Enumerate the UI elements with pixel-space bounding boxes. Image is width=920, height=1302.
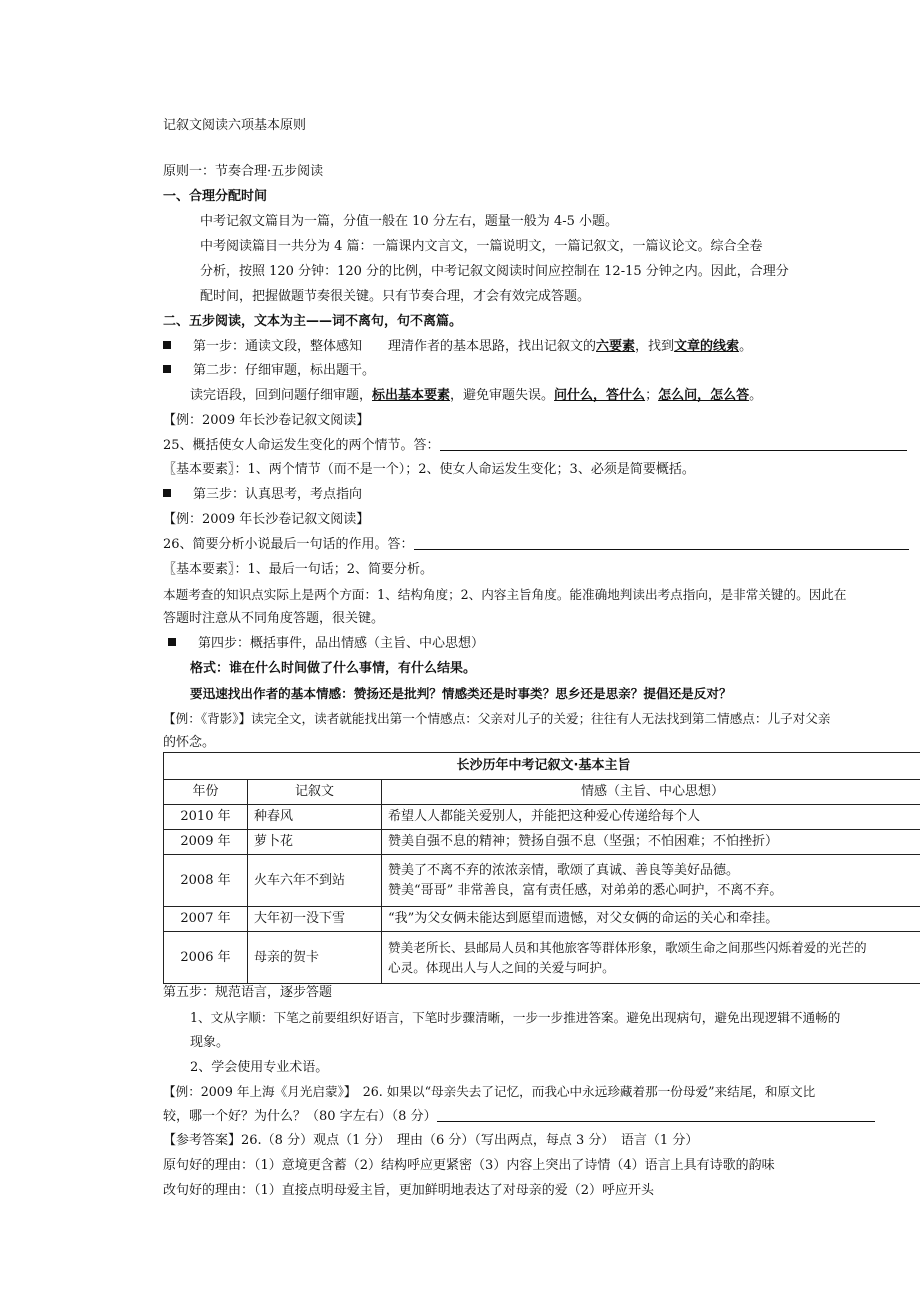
- table-caption: 长沙历年中考记叙文·基本主旨: [164, 753, 920, 780]
- para-score: 中考记叙文篇目为一篇，分值一般在 10 分左右，题量一般为 4-5 小题。: [200, 214, 619, 229]
- beiying-example-2: 的怀念。: [163, 735, 216, 750]
- explanation-1: 本题考查的知识点实际上是两个方面：1、结构角度；2、内容主旨角度。能准确地判读出考点指向，是非常关键的。因此在: [163, 587, 847, 602]
- step-five-item-2: 2、学会使用专业术语。: [190, 1060, 329, 1075]
- themes-table: [163, 752, 920, 984]
- header-title: 记叙文: [248, 780, 382, 805]
- shanghai-example-1: 【例：2009 年上海《月光启蒙》】 26. 如果以“母亲失去了记忆，而我心中永远珍藏着那一份母爱”来结尾，和原文比: [163, 1084, 816, 1099]
- step-four: 第四步：概括事件，品出情感（主旨、中心思想）: [168, 636, 484, 652]
- step-five: 第五步：规范语言，逐步答题: [163, 985, 333, 1000]
- bullet-square-icon: [163, 341, 171, 349]
- answer-blank: [414, 537, 909, 550]
- step-three: 第三步：认真思考，考点指向: [163, 487, 362, 503]
- step-five-item-1a: 1、文从字顺：下笔之前要组织好语言，下笔时步骤清晰，一步一步推进答案。避免出现病句，避免出现逻辑不通畅的: [190, 1010, 841, 1025]
- table-row: 2008 年 火车六年不到站 赞美了不离不弃的浓浓亲情，歌颂了真诚、善良等美好品德。 赞美“哥哥” 非常善良，富有责任感，对弟弟的悉心呵护，不离不弃。: [164, 855, 920, 907]
- example-label-2: 【例：2009 年长沙卷记叙文阅读】: [163, 512, 370, 527]
- reference-answer: 【参考答案】26.（8 分）观点（1 分） 理由（6 分）（写出两点，每点 3 分） 语言（1 分）: [163, 1133, 699, 1148]
- shanghai-example-2: 较，哪一个好？为什么？（80 字左右）（8 分）: [163, 1109, 875, 1125]
- doc-title: 记叙文阅读六项基本原则: [163, 118, 307, 133]
- bullet-square-icon: [163, 489, 171, 497]
- bullet-square-icon: [168, 638, 176, 646]
- format-line: 格式：谁在什么时间做了什么事情，有什么结果。: [190, 661, 477, 676]
- revised-reasons: 改句好的理由：（1）直接点明母爱主旨，更加鲜明地表达了对母亲的爱（2）呼应开头: [163, 1183, 655, 1198]
- example-label-1: 【例：2009 年长沙卷记叙文阅读】: [163, 413, 370, 428]
- principle-one: 原则一：节奏合理·五步阅读: [163, 164, 324, 179]
- question-26: 26、简要分析小说最后一句话的作用。答：: [163, 537, 909, 553]
- para-articles-2: 分析，按照 120 分钟：120 分的比例，中考记叙文阅读时间应控制在 12-15 分钟之内。因此，合理分: [200, 264, 789, 279]
- read-instructions: 读完语段，回到问题仔细审题，标出基本要素，避免审题失误。问什么，答什么；怎么问，怎么答。: [190, 388, 763, 403]
- original-reasons: 原句好的理由：（1）意境更含蓄（2）结构呼应更紧密（3）内容上突出了诗情（4）语言上具有诗歌的韵味: [163, 1158, 775, 1173]
- bullet-square-icon: [163, 365, 171, 373]
- heading-time-allocation: 一、合理分配时间: [163, 189, 268, 204]
- step-one: 第一步：通读文段，整体感知 理清作者的基本思路，找出记叙文的六要素，找到文章的线索。: [163, 339, 752, 355]
- emotion-line: 要迅速找出作者的基本情感：赞扬还是批判？情感类还是时事类？思乡还是思亲？提倡还是反对？: [190, 686, 732, 701]
- basic-elements-2: 〖基本要素〗：1、最后一句话；2、简要分析。: [163, 562, 434, 577]
- table-row: 2009 年 萝卜花 赞美自强不息的精神；赞扬自强不息（坚强；不怕困难；不怕挫折）: [164, 830, 920, 855]
- table-row: 2007 年 大年初一没下雪 “我”为父女俩未能达到愿望而遗憾，对父女俩的命运的关心和牵挂。: [164, 907, 920, 932]
- explanation-2: 答题时注意从不同角度答题，很关键。: [163, 611, 385, 626]
- article-clue: 文章的线索: [674, 339, 740, 354]
- six-elements: 六要素: [596, 339, 636, 354]
- para-articles-1: 中考阅读篇目一共分为 4 篇：一篇课内文言文，一篇说明文，一篇记叙文，一篇议论文。综合全卷: [200, 239, 763, 254]
- answer-blank: [440, 438, 907, 451]
- para-articles-3: 配时间，把握做题节奏很关键。只有节奏合理，才会有效完成答题。: [200, 289, 591, 304]
- step-five-item-1b: 现象。: [190, 1035, 230, 1050]
- heading-five-steps: 二、五步阅读，文本为主——词不离句，句不离篇。: [163, 314, 463, 329]
- header-emotion: 情感（主旨、中心思想）: [382, 780, 920, 805]
- basic-elements-1: 〖基本要素〗：1、两个情节（而不是一个）；2、使女人命运发生变化；3、必须是简要概括。: [163, 462, 695, 477]
- header-year: 年份: [164, 780, 248, 805]
- table-row: 2010 年 种春风 希望人人都能关爱别人，并能把这种爱心传递给每个人: [164, 805, 920, 830]
- step-two: 第二步：仔细审题，标出题干。: [163, 363, 375, 379]
- table-row: 2006 年 母亲的贺卡 赞美老所长、县邮局人员和其他旅客等群体形象，歌颂生命之间那些闪烁着爱的光芒的 心灵。体现出人与人之间的关爱与呵护。: [164, 932, 920, 984]
- beiying-example-1: 【例：《背影》】读完全文，读者就能找出第一个情感点：父亲对儿子的关爱；往往有人无法找到第二情感点：儿子对父亲: [163, 711, 831, 726]
- answer-blank: [437, 1109, 875, 1122]
- question-25: 25、概括使女人命运发生变化的两个情节。答：: [163, 438, 907, 454]
